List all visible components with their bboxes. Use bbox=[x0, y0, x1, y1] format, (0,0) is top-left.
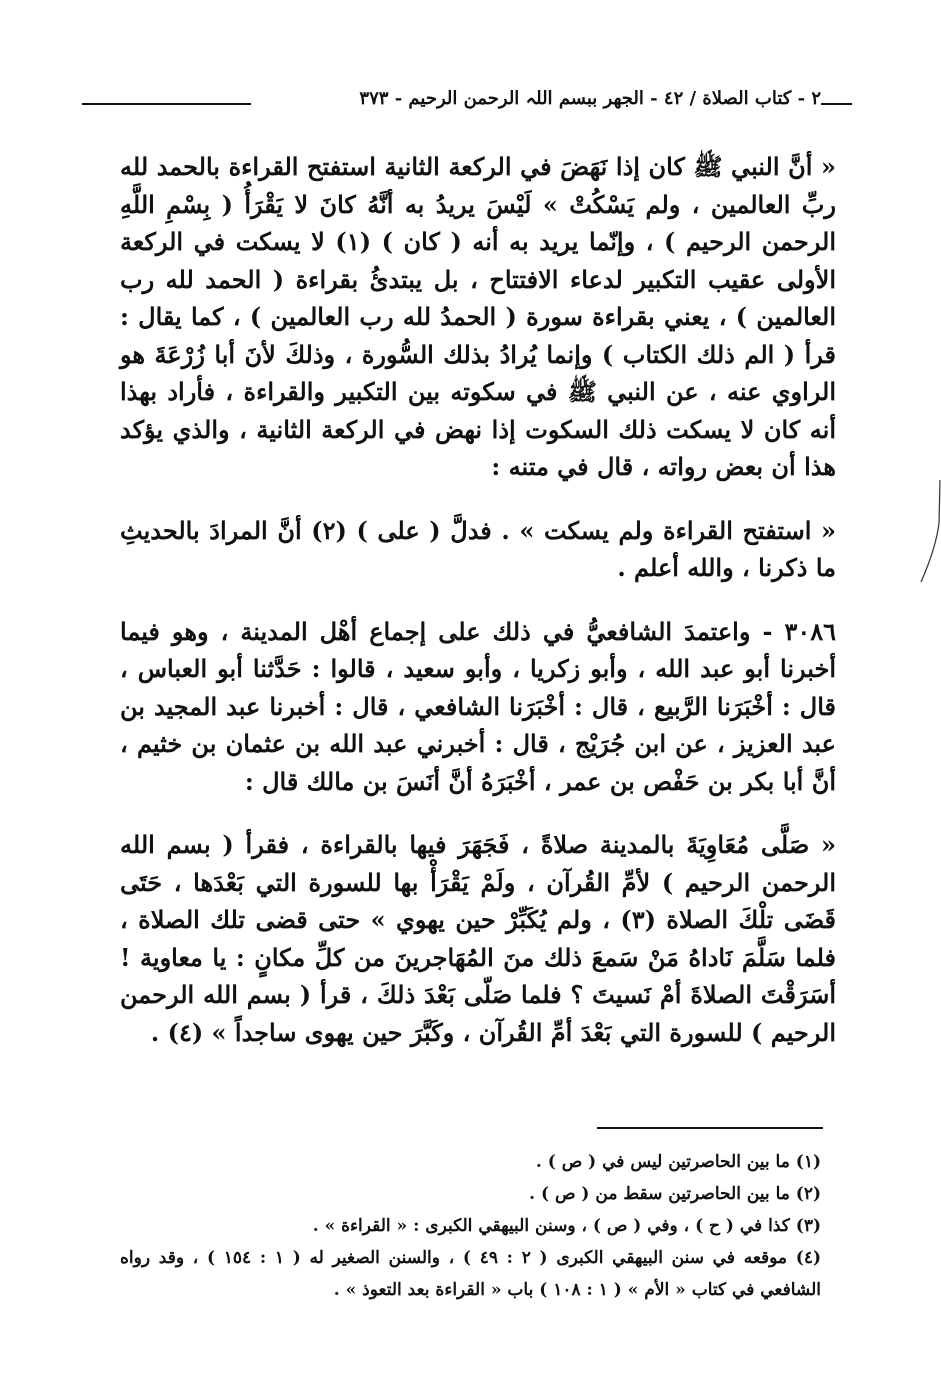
running-header: ٢ - كتاب الصلاة / ٤٢ - الجهر ببسم اللہ الرحمن الرحيم - ٣٧٣ bbox=[251, 86, 821, 112]
main-text bbox=[120, 148, 836, 1051]
paragraph: ٣٠٨٦ - واعتمدَ الشافعيُّ في ذلك على إجماع أهْل المدينة ، وهو فيما أخبرنا أبو عبد الله ، وأبو زكريا ، وأبو سعيد ، قالوا : حَدَّثنا أبو العباس ، قال : أخْبَرَنا الرَّبيع ، قال : أخْبَرَنا الشافعي ، قال : أخبرنا عبد المجيد بن عبد العزيز ، عن ابن جُرَيْج ، قال : أخبرني عبد الله بن عثمان بن خثيم ، أنَّ أبا بكر بن حَفْص بن عمر ، أخْبَرَهُ أنَّ أنَسَ بن مالك قال : bbox=[120, 616, 836, 796]
footnotes bbox=[120, 1146, 821, 1306]
paragraph: « استفتح القراءة ولم يسكت » . فدلَّ ( على ) (٢) أنَّ المرادَ بالحديثِ ما ذكرنا ، والله أعلم . bbox=[120, 515, 836, 582]
paragraph: « أنَّ النبي ﷺ كان إذا نَهَضَ في الركعة الثانية استفتح القراءة بالحمد لله ربِّ العالمين ، ولم يَسْكُتْ » لَيْسَ يريدُ به أنَّهُ كانَ لا يَقْرَأُ ( بِسْمِ اللَّهِ الرحمن الرحيم ) ، وإنّما يريد به أنه ( كان ) (١) لا يسكت في الركعة الأولى عقيب التكبير لدعاء الافتتاح ، بل يبتدئُ بقراءة ( الحمد لله رب العالمين ) ، يعني بقراءة سورة ( الحمدُ لله رب العالمين ) ، كما يقال : قرأ ( الم ذلك الكتاب ) وإنما يُرادُ بذلك السُّورة ، وذلكَ لأنَ أبا زُرْعَةَ هو الراوي عنه ، عن النبي ﷺ في سكوته بين التكبير والقراءة ، فأراد بهذا أنه كان لا يسكت ذلك السكوت إذا نهض في الركعة الثانية ، والذي يؤكد هذا أن بعض رواته ، قال في متنه : bbox=[120, 152, 836, 481]
footnote: (١) ما بين الحاصرتين ليس في ( ص ) . bbox=[535, 1152, 821, 1172]
footnote: (٤) موقعه في سنن البيهقي الكبرى ( ٢ : ٤٩ ) ، والسنن الصغير له ( ١ : ١٥٤ ) ، وقد رواه الشافعي في كتاب « الأم » ( ١ : ١٠٨ ) باب « القراءة بعد التعوذ » . bbox=[120, 1248, 821, 1300]
paragraph: « صَلَّى مُعَاوِيَةَ بالمدينة صلاةً ، فَجَهَرَ فيها بالقراءة ، فقرأ ( بسم الله الرحمن الرحيم ) لأمِّ القُرآن ، ولَمْ يَقْرَأْ بها للسورة التي بَعْدَها ، حَتَى قَضَى تلْكَ الصلاة (٣) ، ولم يُكَبِّرْ حين يهوي » حتى قضى تلك الصلاة ، فلما سَلَّمَ نَاداهُ مَنْ سَمعَ ذلك منَ المُهَاجرينَ من كلِّ مكانٍ : يا معاوية ! أسَرَقْتَ الصلاةَ أمْ نَسيتَ ؟ فلما صَلّى بَعْدَ ذلكَ ، قرأ ( بسم الله الرحمن الرحيم ) للسورة التي بَعْدَ أمِّ القُرآن ، وكَبَّرَ حين يهوى ساجداً » (٤) . bbox=[120, 830, 837, 1047]
footnote: (٢) ما بين الحاصرتين سقط من ( ص ) . bbox=[529, 1184, 821, 1204]
footnote-rule bbox=[597, 1127, 823, 1129]
footnote: (٣) كذا في ( ح ) ، وفي ( ص ) ، وسنن البيهقي الكبرى : « القراءة » . bbox=[312, 1216, 821, 1236]
scan-edge-mark bbox=[918, 478, 941, 588]
